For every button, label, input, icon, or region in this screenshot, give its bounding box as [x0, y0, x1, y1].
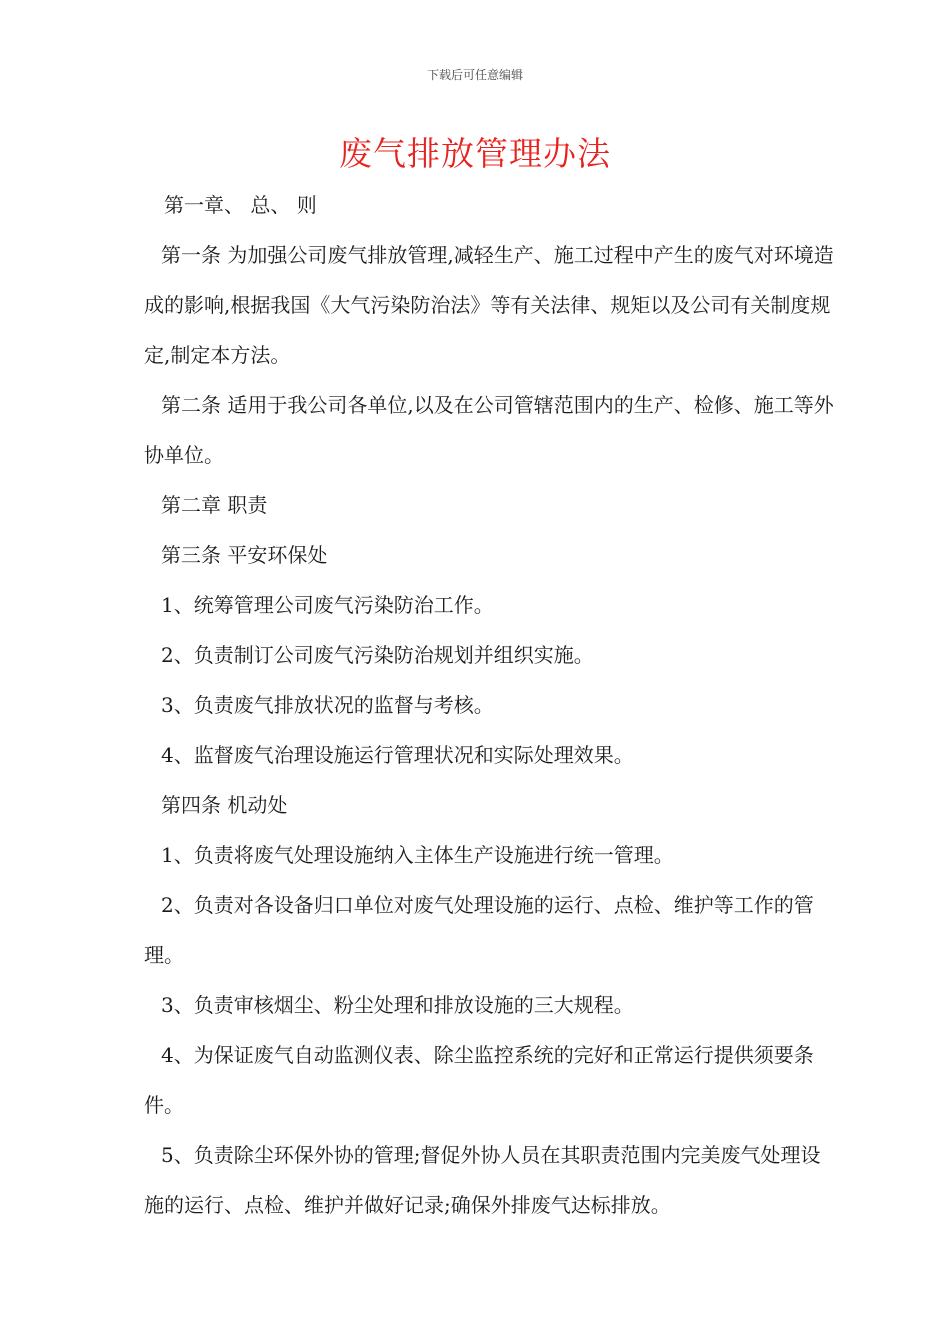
article-heading: 第四条 机动处: [161, 793, 288, 817]
list-item: 4、为保证废气自动监测仪表、除尘监控系统的完好和正常运行提供须要条件。: [144, 1043, 814, 1117]
chapter-heading: 第一章、 总、 则: [164, 193, 317, 217]
article-paragraph: 第二条 适用于我公司各单位,以及在公司管辖范围内的生产、检修、施工等外协单位。: [144, 393, 834, 467]
list-item: 4、监督废气治理设施运行管理状况和实际处理效果。: [161, 743, 634, 767]
article-heading: 第三条 平安环保处: [161, 543, 328, 567]
document-title: 废气排放管理办法: [339, 134, 611, 173]
list-item: 3、负责废气排放状况的监督与考核。: [161, 693, 494, 717]
list-item: 1、统筹管理公司废气污染防治工作。: [161, 593, 494, 617]
document-body: [144, 180, 834, 1230]
list-item: 5、负责除尘环保外协的管理;督促外协人员在其职责范围内完美废气处理设施的运行、点检、维护并做好记录;确保外排废气达标排放。: [144, 1143, 821, 1217]
header-note: 下载后可任意编辑: [426, 68, 523, 82]
chapter-heading: 第二章 职责: [161, 493, 268, 517]
list-item: 3、负责审核烟尘、粉尘处理和排放设施的三大规程。: [161, 993, 634, 1017]
article-paragraph: 第一条 为加强公司废气排放管理,减轻生产、施工过程中产生的废气对环境造成的影响,根据我国《大气污染防治法》等有关法律、规矩以及公司有关制度规定,制定本方法。: [144, 243, 834, 367]
list-item: 2、负责对各设备归口单位对废气处理设施的运行、点检、维护等工作的管理。: [144, 893, 814, 967]
list-item: 2、负责制订公司废气污染防治规划并组织实施。: [161, 643, 594, 667]
list-item: 1、负责将废气处理设施纳入主体生产设施进行统一管理。: [161, 843, 674, 867]
